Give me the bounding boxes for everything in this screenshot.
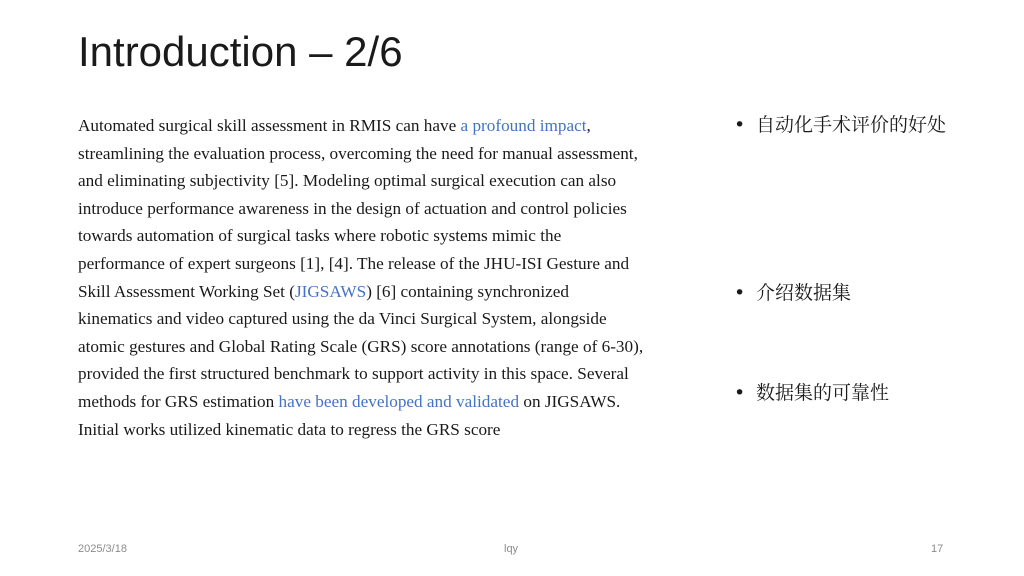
text-segment: Skill Assessment Working Set ( (78, 281, 295, 301)
slide-title: Introduction – 2/6 (78, 28, 403, 75)
inline-link[interactable]: a profound impact (460, 116, 587, 135)
paragraph-line (78, 140, 728, 168)
text-segment: Automated surgical skill assessment in RMIS can have (78, 116, 461, 135)
text-segment: Initial works utilized kinematic data to regress the GRS score (78, 419, 501, 439)
body-paragraph (78, 112, 728, 443)
paragraph-line (78, 222, 728, 250)
footer-page-number: 17 (931, 543, 944, 555)
bullet-text: 数据集的可靠性 (756, 382, 890, 404)
text-segment: ) [6] containing synchronized (366, 281, 570, 301)
text-segment: streamlining the evaluation process, overcoming the need for manual assessment, (78, 143, 638, 163)
bullet-text: 自动化手术评价的好处 (756, 114, 947, 136)
text-segment: methods for GRS estimation (78, 391, 279, 411)
bullet-marker: • (734, 114, 746, 136)
paragraph-line (78, 278, 728, 306)
bullet-marker: • (734, 382, 746, 404)
text-segment: on JIGSAWS. (519, 391, 621, 411)
text-segment: atomic gestures and Global Rating Scale (GRS) score annotations (range of 6-30), (78, 336, 644, 356)
paragraph-line (78, 305, 728, 333)
text-segment: provided the first structured benchmark to support activity in this space. Several (78, 364, 629, 384)
footer-date: 2025/3/18 (78, 543, 127, 555)
paragraph-line (78, 195, 728, 223)
text-segment: kinematics and video captured using the da Vinci Surgical System, alongside (78, 309, 607, 329)
paragraph-line (78, 388, 728, 416)
bullet-item (734, 110, 946, 137)
inline-link[interactable]: have been developed and validated (278, 391, 520, 411)
paragraph-line (78, 333, 728, 361)
text-segment: and eliminating subjectivity [5]. Modeling optimal surgical execution can also (78, 171, 617, 191)
bullet-item (734, 378, 889, 405)
footer-author: lqy (504, 543, 519, 555)
paragraph-line (78, 112, 728, 140)
paragraph-line (78, 167, 728, 195)
text-segment: introduce performance awareness in the design of actuation and control policies (78, 198, 627, 218)
text-segment: performance of expert surgeons [1], [4]. The release of the JHU-ISI Gesture and (78, 253, 630, 273)
text-segment: , (586, 116, 591, 135)
bullet-text: 介绍数据集 (756, 282, 852, 304)
paragraph-line (78, 250, 728, 278)
bullet-item (734, 278, 851, 305)
inline-link[interactable]: JIGSAWS (294, 281, 367, 301)
bullet-marker: • (734, 282, 746, 304)
paragraph-line (78, 416, 728, 444)
paragraph-line (78, 360, 728, 388)
text-segment: towards automation of surgical tasks where robotic systems mimic the (78, 226, 562, 246)
